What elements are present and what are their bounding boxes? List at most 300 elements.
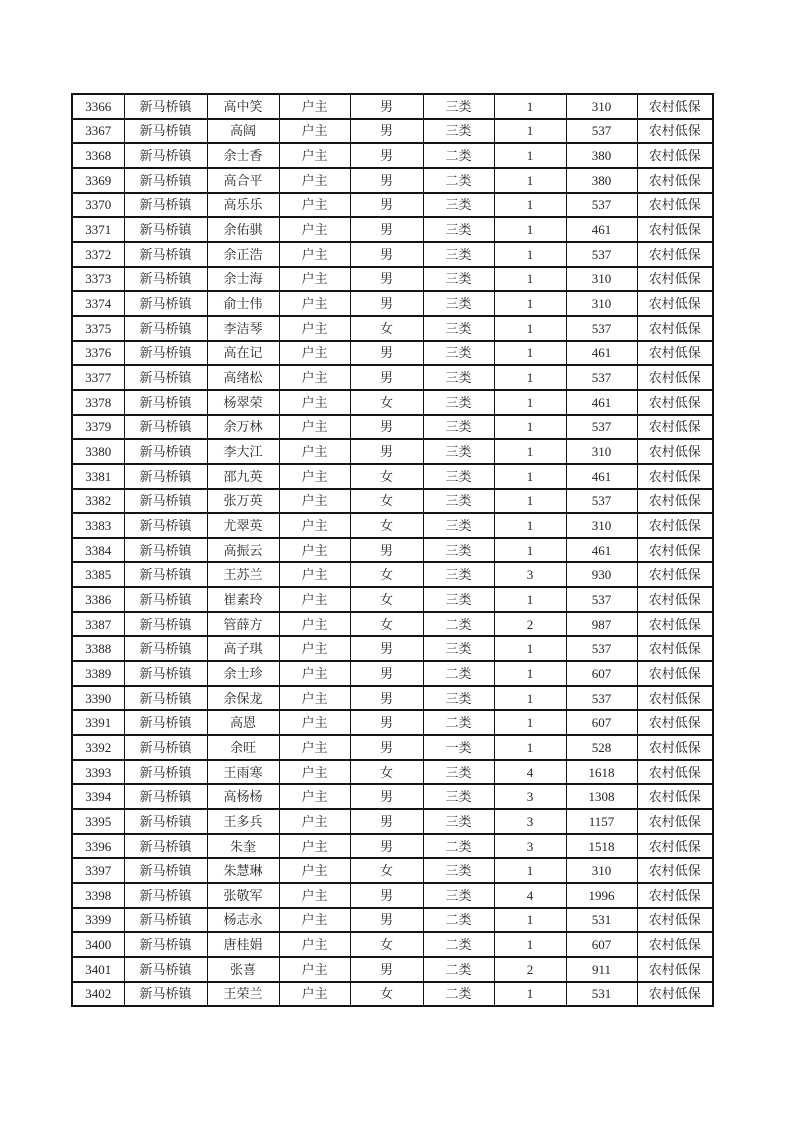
cell-benefit-type: 农村低保 (637, 94, 713, 119)
cell-category: 三类 (423, 390, 494, 415)
cell-town: 新马桥镇 (124, 661, 207, 686)
cell-town: 新马桥镇 (124, 809, 207, 834)
cell-seq-number: 3396 (72, 834, 124, 859)
cell-household-relation: 户主 (279, 784, 350, 809)
cell-household-relation: 户主 (279, 883, 350, 908)
cell-person-count: 1 (494, 686, 566, 711)
cell-person-name: 王雨寒 (207, 760, 279, 785)
table-row (72, 217, 713, 242)
cell-gender: 女 (350, 513, 423, 538)
table-row (72, 415, 713, 440)
cell-seq-number: 3382 (72, 489, 124, 514)
cell-gender: 男 (350, 538, 423, 563)
cell-gender: 男 (350, 735, 423, 760)
cell-household-relation: 户主 (279, 291, 350, 316)
cell-person-name: 李大江 (207, 439, 279, 464)
cell-household-relation: 户主 (279, 982, 350, 1007)
cell-category: 三类 (423, 562, 494, 587)
cell-benefit-type: 农村低保 (637, 538, 713, 563)
cell-benefit-type: 农村低保 (637, 439, 713, 464)
table-row (72, 390, 713, 415)
cell-town: 新马桥镇 (124, 735, 207, 760)
cell-amount: 537 (566, 636, 637, 661)
cell-person-count: 1 (494, 538, 566, 563)
table-row (72, 784, 713, 809)
cell-category: 三类 (423, 415, 494, 440)
cell-household-relation: 户主 (279, 415, 350, 440)
cell-town: 新马桥镇 (124, 636, 207, 661)
cell-amount: 537 (566, 489, 637, 514)
cell-gender: 男 (350, 291, 423, 316)
cell-person-name: 高振云 (207, 538, 279, 563)
cell-amount: 380 (566, 168, 637, 193)
cell-person-count: 1 (494, 587, 566, 612)
cell-seq-number: 3395 (72, 809, 124, 834)
cell-amount: 537 (566, 686, 637, 711)
cell-benefit-type: 农村低保 (637, 242, 713, 267)
benefit-records-table (71, 93, 714, 1007)
cell-amount: 1518 (566, 834, 637, 859)
cell-category: 二类 (423, 982, 494, 1007)
cell-person-count: 2 (494, 957, 566, 982)
cell-person-count: 1 (494, 735, 566, 760)
table-row (72, 464, 713, 489)
cell-gender: 男 (350, 365, 423, 390)
cell-benefit-type: 农村低保 (637, 710, 713, 735)
table-row (72, 168, 713, 193)
cell-town: 新马桥镇 (124, 119, 207, 144)
cell-seq-number: 3378 (72, 390, 124, 415)
cell-gender: 女 (350, 587, 423, 612)
cell-person-count: 1 (494, 982, 566, 1007)
table-row (72, 242, 713, 267)
cell-gender: 女 (350, 464, 423, 489)
cell-town: 新马桥镇 (124, 415, 207, 440)
cell-amount: 1618 (566, 760, 637, 785)
cell-household-relation: 户主 (279, 365, 350, 390)
table-row (72, 193, 713, 218)
cell-household-relation: 户主 (279, 439, 350, 464)
cell-person-name: 王多兵 (207, 809, 279, 834)
cell-benefit-type: 农村低保 (637, 513, 713, 538)
cell-town: 新马桥镇 (124, 834, 207, 859)
cell-category: 三类 (423, 513, 494, 538)
cell-category: 三类 (423, 636, 494, 661)
cell-person-count: 1 (494, 193, 566, 218)
cell-person-count: 1 (494, 908, 566, 933)
cell-category: 三类 (423, 587, 494, 612)
cell-household-relation: 户主 (279, 735, 350, 760)
cell-category: 二类 (423, 908, 494, 933)
cell-seq-number: 3402 (72, 982, 124, 1007)
cell-category: 三类 (423, 883, 494, 908)
cell-person-name: 张敬军 (207, 883, 279, 908)
cell-household-relation: 户主 (279, 834, 350, 859)
table-row (72, 908, 713, 933)
cell-seq-number: 3381 (72, 464, 124, 489)
cell-town: 新马桥镇 (124, 562, 207, 587)
cell-person-name: 余正浩 (207, 242, 279, 267)
cell-household-relation: 户主 (279, 341, 350, 366)
cell-amount: 310 (566, 513, 637, 538)
cell-person-count: 1 (494, 489, 566, 514)
cell-category: 二类 (423, 710, 494, 735)
records-table-body (72, 94, 713, 1006)
cell-benefit-type: 农村低保 (637, 143, 713, 168)
cell-amount: 911 (566, 957, 637, 982)
cell-category: 三类 (423, 217, 494, 242)
cell-household-relation: 户主 (279, 538, 350, 563)
cell-gender: 男 (350, 267, 423, 292)
cell-household-relation: 户主 (279, 661, 350, 686)
cell-person-name: 杨翠荣 (207, 390, 279, 415)
cell-benefit-type: 农村低保 (637, 957, 713, 982)
cell-person-count: 1 (494, 291, 566, 316)
cell-household-relation: 户主 (279, 636, 350, 661)
cell-category: 三类 (423, 119, 494, 144)
cell-person-count: 1 (494, 119, 566, 144)
cell-category: 二类 (423, 957, 494, 982)
cell-amount: 461 (566, 217, 637, 242)
cell-household-relation: 户主 (279, 858, 350, 883)
cell-person-count: 2 (494, 612, 566, 637)
cell-town: 新马桥镇 (124, 982, 207, 1007)
cell-amount: 461 (566, 464, 637, 489)
cell-household-relation: 户主 (279, 809, 350, 834)
cell-gender: 男 (350, 809, 423, 834)
cell-amount: 531 (566, 982, 637, 1007)
cell-gender: 男 (350, 834, 423, 859)
table-row (72, 686, 713, 711)
cell-person-count: 1 (494, 390, 566, 415)
cell-amount: 607 (566, 710, 637, 735)
table-row (72, 267, 713, 292)
cell-household-relation: 户主 (279, 612, 350, 637)
table-row (72, 341, 713, 366)
cell-benefit-type: 农村低保 (637, 267, 713, 292)
cell-household-relation: 户主 (279, 489, 350, 514)
cell-household-relation: 户主 (279, 932, 350, 957)
table-row (72, 957, 713, 982)
cell-town: 新马桥镇 (124, 686, 207, 711)
cell-amount: 461 (566, 341, 637, 366)
cell-category: 三类 (423, 538, 494, 563)
cell-amount: 310 (566, 267, 637, 292)
cell-person-count: 1 (494, 242, 566, 267)
cell-seq-number: 3398 (72, 883, 124, 908)
cell-town: 新马桥镇 (124, 513, 207, 538)
cell-category: 三类 (423, 809, 494, 834)
cell-gender: 男 (350, 193, 423, 218)
cell-gender: 女 (350, 932, 423, 957)
cell-person-name: 张万英 (207, 489, 279, 514)
cell-benefit-type: 农村低保 (637, 119, 713, 144)
cell-person-name: 余保龙 (207, 686, 279, 711)
cell-gender: 男 (350, 636, 423, 661)
cell-benefit-type: 农村低保 (637, 809, 713, 834)
cell-household-relation: 户主 (279, 710, 350, 735)
cell-household-relation: 户主 (279, 957, 350, 982)
cell-gender: 女 (350, 612, 423, 637)
cell-amount: 930 (566, 562, 637, 587)
cell-category: 二类 (423, 932, 494, 957)
cell-person-name: 朱慧琳 (207, 858, 279, 883)
table-row (72, 489, 713, 514)
cell-person-name: 余士香 (207, 143, 279, 168)
cell-seq-number: 3376 (72, 341, 124, 366)
cell-seq-number: 3366 (72, 94, 124, 119)
cell-benefit-type: 农村低保 (637, 415, 713, 440)
cell-person-name: 高杨杨 (207, 784, 279, 809)
cell-amount: 1308 (566, 784, 637, 809)
cell-town: 新马桥镇 (124, 710, 207, 735)
cell-gender: 男 (350, 94, 423, 119)
cell-gender: 男 (350, 784, 423, 809)
cell-seq-number: 3367 (72, 119, 124, 144)
cell-category: 三类 (423, 686, 494, 711)
cell-household-relation: 户主 (279, 760, 350, 785)
cell-benefit-type: 农村低保 (637, 464, 713, 489)
cell-category: 三类 (423, 94, 494, 119)
cell-household-relation: 户主 (279, 168, 350, 193)
cell-seq-number: 3375 (72, 316, 124, 341)
cell-person-name: 李洁琴 (207, 316, 279, 341)
cell-category: 三类 (423, 464, 494, 489)
cell-town: 新马桥镇 (124, 242, 207, 267)
cell-benefit-type: 农村低保 (637, 193, 713, 218)
cell-seq-number: 3370 (72, 193, 124, 218)
cell-person-name: 朱奎 (207, 834, 279, 859)
cell-amount: 528 (566, 735, 637, 760)
cell-benefit-type: 农村低保 (637, 217, 713, 242)
cell-person-count: 3 (494, 784, 566, 809)
cell-benefit-type: 农村低保 (637, 932, 713, 957)
cell-person-name: 高中笑 (207, 94, 279, 119)
cell-seq-number: 3386 (72, 587, 124, 612)
cell-category: 三类 (423, 316, 494, 341)
cell-seq-number: 3383 (72, 513, 124, 538)
cell-town: 新马桥镇 (124, 316, 207, 341)
cell-person-count: 1 (494, 316, 566, 341)
cell-amount: 987 (566, 612, 637, 637)
cell-amount: 1996 (566, 883, 637, 908)
cell-town: 新马桥镇 (124, 784, 207, 809)
cell-seq-number: 3379 (72, 415, 124, 440)
cell-household-relation: 户主 (279, 562, 350, 587)
cell-person-name: 王苏兰 (207, 562, 279, 587)
cell-person-name: 崔素玲 (207, 587, 279, 612)
cell-benefit-type: 农村低保 (637, 661, 713, 686)
cell-seq-number: 3392 (72, 735, 124, 760)
cell-town: 新马桥镇 (124, 538, 207, 563)
cell-household-relation: 户主 (279, 587, 350, 612)
cell-town: 新马桥镇 (124, 267, 207, 292)
cell-amount: 537 (566, 242, 637, 267)
cell-town: 新马桥镇 (124, 193, 207, 218)
cell-benefit-type: 农村低保 (637, 612, 713, 637)
cell-town: 新马桥镇 (124, 94, 207, 119)
cell-amount: 537 (566, 587, 637, 612)
cell-seq-number: 3394 (72, 784, 124, 809)
cell-gender: 男 (350, 661, 423, 686)
cell-person-count: 1 (494, 932, 566, 957)
cell-gender: 女 (350, 760, 423, 785)
table-row (72, 710, 713, 735)
cell-benefit-type: 农村低保 (637, 760, 713, 785)
table-row (72, 94, 713, 119)
cell-seq-number: 3385 (72, 562, 124, 587)
cell-benefit-type: 农村低保 (637, 390, 713, 415)
cell-category: 三类 (423, 858, 494, 883)
table-row (72, 513, 713, 538)
cell-town: 新马桥镇 (124, 489, 207, 514)
cell-town: 新马桥镇 (124, 143, 207, 168)
table-row (72, 587, 713, 612)
cell-seq-number: 3388 (72, 636, 124, 661)
cell-amount: 310 (566, 94, 637, 119)
cell-household-relation: 户主 (279, 316, 350, 341)
cell-person-name: 管薛方 (207, 612, 279, 637)
cell-seq-number: 3384 (72, 538, 124, 563)
cell-gender: 男 (350, 143, 423, 168)
table-row (72, 119, 713, 144)
cell-gender: 女 (350, 316, 423, 341)
table-row (72, 932, 713, 957)
table-row (72, 735, 713, 760)
cell-person-count: 1 (494, 217, 566, 242)
cell-person-count: 1 (494, 439, 566, 464)
cell-person-name: 俞士伟 (207, 291, 279, 316)
cell-gender: 女 (350, 489, 423, 514)
cell-seq-number: 3397 (72, 858, 124, 883)
cell-person-count: 1 (494, 464, 566, 489)
cell-gender: 男 (350, 341, 423, 366)
cell-person-count: 4 (494, 760, 566, 785)
cell-person-name: 余万林 (207, 415, 279, 440)
cell-category: 二类 (423, 612, 494, 637)
cell-person-count: 1 (494, 168, 566, 193)
cell-benefit-type: 农村低保 (637, 834, 713, 859)
cell-person-name: 高合平 (207, 168, 279, 193)
cell-town: 新马桥镇 (124, 217, 207, 242)
cell-benefit-type: 农村低保 (637, 562, 713, 587)
cell-amount: 607 (566, 661, 637, 686)
cell-person-count: 1 (494, 661, 566, 686)
cell-category: 三类 (423, 365, 494, 390)
cell-household-relation: 户主 (279, 908, 350, 933)
cell-benefit-type: 农村低保 (637, 587, 713, 612)
cell-town: 新马桥镇 (124, 341, 207, 366)
cell-amount: 461 (566, 538, 637, 563)
cell-seq-number: 3374 (72, 291, 124, 316)
cell-person-count: 1 (494, 94, 566, 119)
table-row (72, 612, 713, 637)
cell-gender: 女 (350, 858, 423, 883)
cell-benefit-type: 农村低保 (637, 365, 713, 390)
cell-category: 三类 (423, 291, 494, 316)
cell-town: 新马桥镇 (124, 957, 207, 982)
cell-seq-number: 3373 (72, 267, 124, 292)
cell-person-name: 高在记 (207, 341, 279, 366)
cell-seq-number: 3369 (72, 168, 124, 193)
cell-category: 三类 (423, 193, 494, 218)
cell-household-relation: 户主 (279, 242, 350, 267)
cell-gender: 男 (350, 908, 423, 933)
cell-gender: 男 (350, 686, 423, 711)
cell-category: 三类 (423, 760, 494, 785)
cell-person-count: 1 (494, 415, 566, 440)
cell-person-count: 1 (494, 513, 566, 538)
cell-person-name: 王荣兰 (207, 982, 279, 1007)
cell-town: 新马桥镇 (124, 390, 207, 415)
cell-person-count: 3 (494, 562, 566, 587)
cell-category: 三类 (423, 267, 494, 292)
cell-town: 新马桥镇 (124, 612, 207, 637)
table-row (72, 883, 713, 908)
cell-gender: 男 (350, 415, 423, 440)
cell-benefit-type: 农村低保 (637, 784, 713, 809)
cell-gender: 女 (350, 982, 423, 1007)
table-row (72, 809, 713, 834)
cell-town: 新马桥镇 (124, 365, 207, 390)
cell-seq-number: 3368 (72, 143, 124, 168)
cell-gender: 女 (350, 390, 423, 415)
cell-household-relation: 户主 (279, 193, 350, 218)
table-row (72, 316, 713, 341)
cell-person-name: 尤翠英 (207, 513, 279, 538)
table-row (72, 661, 713, 686)
cell-town: 新马桥镇 (124, 291, 207, 316)
cell-person-count: 1 (494, 858, 566, 883)
cell-gender: 男 (350, 242, 423, 267)
cell-amount: 310 (566, 858, 637, 883)
cell-amount: 537 (566, 316, 637, 341)
table-row (72, 538, 713, 563)
cell-person-name: 唐桂娟 (207, 932, 279, 957)
cell-benefit-type: 农村低保 (637, 686, 713, 711)
cell-amount: 380 (566, 143, 637, 168)
cell-category: 二类 (423, 661, 494, 686)
cell-amount: 310 (566, 291, 637, 316)
cell-category: 二类 (423, 834, 494, 859)
cell-gender: 女 (350, 562, 423, 587)
cell-benefit-type: 农村低保 (637, 341, 713, 366)
cell-gender: 男 (350, 168, 423, 193)
cell-household-relation: 户主 (279, 119, 350, 144)
cell-amount: 537 (566, 193, 637, 218)
cell-person-count: 1 (494, 636, 566, 661)
cell-seq-number: 3399 (72, 908, 124, 933)
cell-seq-number: 3401 (72, 957, 124, 982)
cell-benefit-type: 农村低保 (637, 735, 713, 760)
cell-gender: 男 (350, 883, 423, 908)
cell-person-count: 1 (494, 341, 566, 366)
cell-household-relation: 户主 (279, 143, 350, 168)
cell-seq-number: 3371 (72, 217, 124, 242)
table-row (72, 439, 713, 464)
cell-category: 三类 (423, 784, 494, 809)
table-row (72, 291, 713, 316)
cell-person-name: 余佑骐 (207, 217, 279, 242)
cell-seq-number: 3390 (72, 686, 124, 711)
cell-benefit-type: 农村低保 (637, 168, 713, 193)
cell-benefit-type: 农村低保 (637, 908, 713, 933)
cell-person-name: 高恩 (207, 710, 279, 735)
cell-amount: 531 (566, 908, 637, 933)
cell-town: 新马桥镇 (124, 587, 207, 612)
cell-town: 新马桥镇 (124, 932, 207, 957)
cell-gender: 男 (350, 217, 423, 242)
